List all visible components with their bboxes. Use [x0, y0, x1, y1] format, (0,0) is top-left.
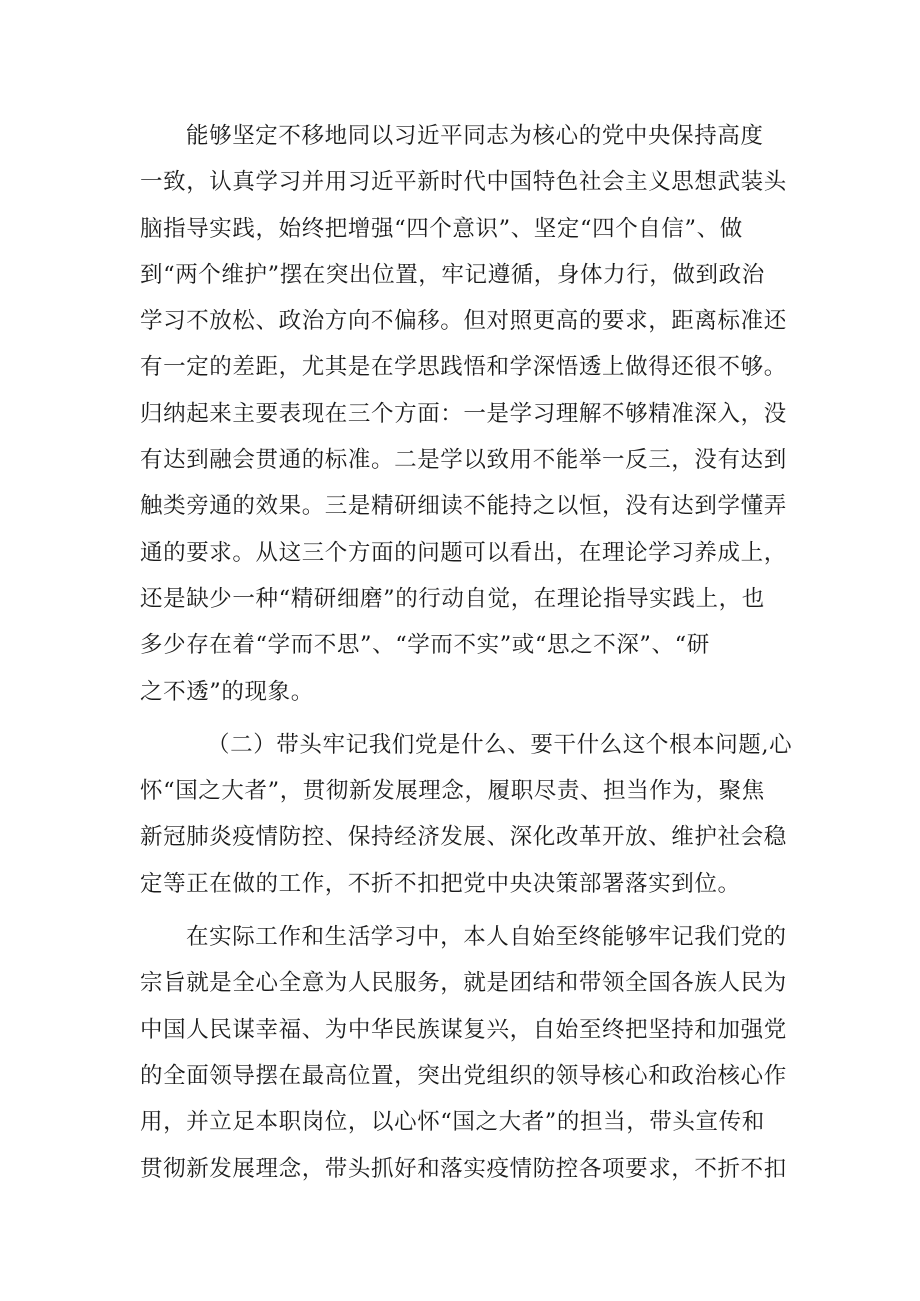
- paragraph-line: 学习不放松、政治方向不偏移。但对照更高的要求，距离标准还: [140, 308, 787, 335]
- paragraph-line: 有一定的差距，尤其是在学思践悟和学深悟透上做得还很不够。: [140, 354, 787, 381]
- section-heading-line: （二）带头牢记我们党是什么、要干什么这个根本问题,心: [207, 731, 793, 758]
- section-heading-line: 怀“国之大者”，贯彻新发展理念，履职尽责、担当作为，聚焦: [140, 778, 765, 805]
- paragraph-line: 在实际工作和生活学习中，本人自始至终能够牢记我们党的: [186, 924, 787, 951]
- paragraph-line: 之不透”的现象。: [140, 678, 314, 705]
- paragraph-line: 归纳起来主要表现在三个方面：一是学习理解不够精准深入，没: [140, 400, 787, 427]
- paragraph-line: 中国人民谋幸福、为中华民族谋复兴，自始至终把坚持和加强党: [140, 1016, 787, 1043]
- paragraph-line: 一致，认真学习并用习近平新时代中国特色社会主义思想武装头: [140, 169, 787, 196]
- paragraph-line: 脑指导实践，始终把增强“四个意识”、坚定“四个自信”、做: [140, 215, 743, 242]
- paragraph-line: 用，并立足本职岗位，以心怀“国之大者”的担当，带头宣传和: [140, 1109, 765, 1136]
- section-heading-line: 定等正在做的工作，不折不扣把党中央决策部署落实到位。: [140, 870, 741, 897]
- paragraph-line: 多少存在着“学而不思”、“学而不实”或“思之不深”、“研: [140, 632, 710, 659]
- paragraph-3: [140, 914, 800, 1192]
- paragraph-line: 贯彻新发展理念，带头抓好和落实疫情防控各项要求，不折不扣: [140, 1155, 787, 1182]
- paragraph-1: [140, 113, 800, 715]
- paragraph-line: 通的要求。从这三个方面的问题可以看出，在理论学习养成上，: [140, 539, 787, 566]
- paragraph-2-heading: [140, 722, 800, 907]
- paragraph-line: 宗旨就是全心全意为人民服务，就是团结和带领全国各族人民为: [140, 970, 787, 997]
- paragraph-line: 有达到融会贯通的标准。二是学以致用不能举一反三，没有达到: [140, 447, 787, 474]
- paragraph-line: 的全面领导摆在最高位置，突出党组织的领导核心和政治核心作: [140, 1062, 787, 1089]
- document-body: [140, 113, 800, 1192]
- paragraph-line: 能够坚定不移地同以习近平同志为核心的党中央保持高度: [186, 123, 764, 149]
- paragraph-line: 触类旁通的效果。三是精研细读不能持之以恒，没有达到学懂弄: [140, 493, 787, 520]
- paragraph-line: 还是缺少一种“精研细磨”的行动自觉，在理论指导实践上，也: [140, 585, 765, 612]
- section-heading-line: 新冠肺炎疫情防控、保持经济发展、深化改革开放、维护社会稳: [140, 824, 787, 851]
- paragraph-line: 到“两个维护”摆在突出位置，牢记遵循，身体力行，做到政治: [140, 261, 765, 288]
